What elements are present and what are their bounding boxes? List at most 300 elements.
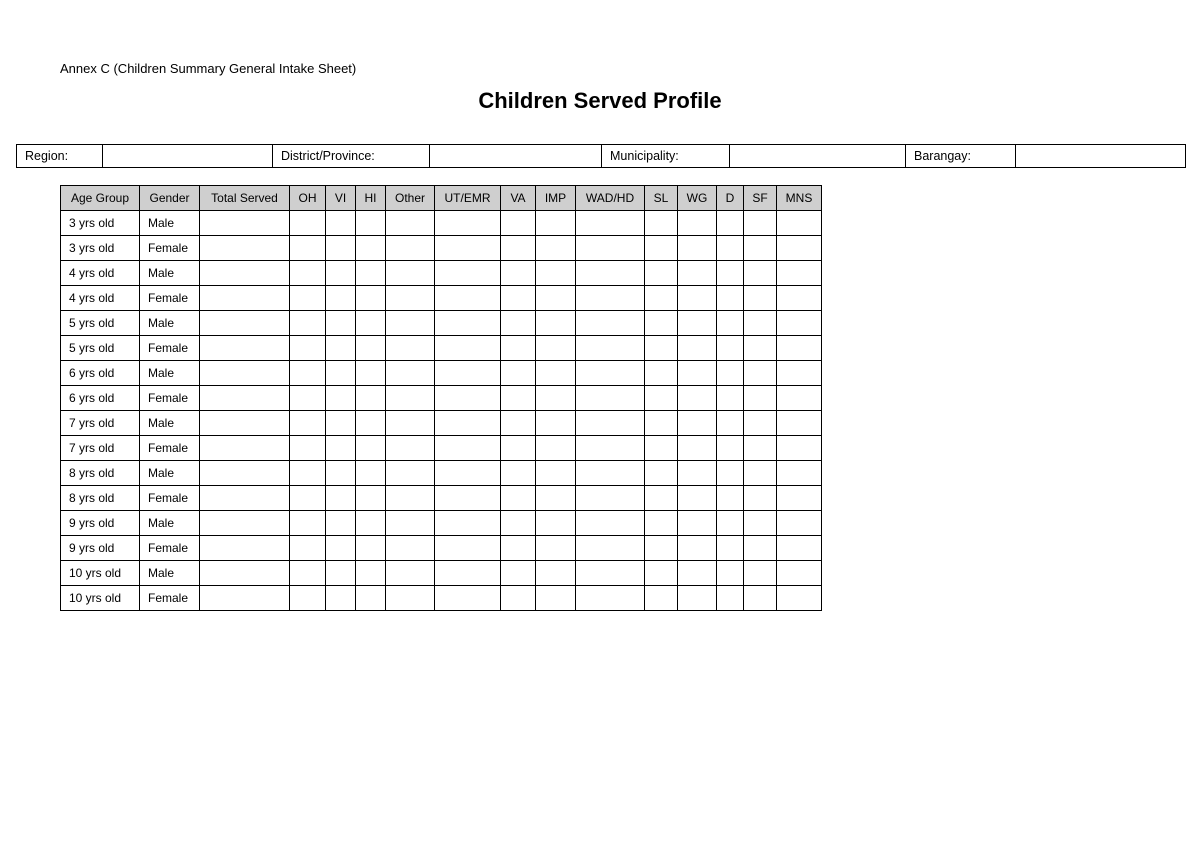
entry-cell[interactable] bbox=[435, 261, 501, 286]
entry-cell[interactable] bbox=[200, 486, 290, 511]
entry-cell[interactable] bbox=[777, 561, 822, 586]
entry-cell[interactable] bbox=[536, 336, 576, 361]
entry-cell[interactable] bbox=[678, 311, 717, 336]
table-row bbox=[61, 211, 822, 236]
entry-cell[interactable] bbox=[290, 411, 326, 436]
entry-cell[interactable] bbox=[536, 436, 576, 461]
entry-cell[interactable] bbox=[200, 586, 290, 611]
entry-cell[interactable] bbox=[717, 511, 744, 536]
entry-cell[interactable] bbox=[777, 261, 822, 286]
entry-cell[interactable] bbox=[356, 536, 386, 561]
gender-cell: Male bbox=[140, 561, 200, 586]
entry-cell[interactable] bbox=[435, 386, 501, 411]
entry-cell[interactable] bbox=[356, 586, 386, 611]
table-row bbox=[61, 561, 822, 586]
entry-cell[interactable] bbox=[326, 461, 356, 486]
entry-cell[interactable] bbox=[290, 311, 326, 336]
entry-cell[interactable] bbox=[645, 486, 678, 511]
entry-cell[interactable] bbox=[326, 436, 356, 461]
entry-cell[interactable] bbox=[356, 361, 386, 386]
gender-cell: Female bbox=[140, 286, 200, 311]
entry-cell[interactable] bbox=[576, 511, 645, 536]
entry-cell[interactable] bbox=[200, 461, 290, 486]
entry-cell[interactable] bbox=[777, 486, 822, 511]
entry-cell[interactable] bbox=[717, 536, 744, 561]
entry-cell[interactable] bbox=[200, 386, 290, 411]
annex-label: Annex C (Children Summary General Intake Sheet) bbox=[60, 61, 357, 76]
entry-cell[interactable] bbox=[717, 436, 744, 461]
entry-cell[interactable] bbox=[435, 586, 501, 611]
age-group-cell: 9 yrs old bbox=[61, 511, 140, 536]
entry-cell[interactable] bbox=[536, 536, 576, 561]
entry-cell[interactable] bbox=[435, 336, 501, 361]
column-header: IMP bbox=[536, 186, 576, 211]
entry-cell[interactable] bbox=[744, 386, 777, 411]
entry-cell[interactable] bbox=[386, 311, 435, 336]
age-group-cell: 7 yrs old bbox=[61, 411, 140, 436]
entry-cell[interactable] bbox=[386, 511, 435, 536]
gender-cell: Female bbox=[140, 236, 200, 261]
entry-cell[interactable] bbox=[777, 386, 822, 411]
table-row bbox=[61, 586, 822, 611]
table-row bbox=[61, 536, 822, 561]
barangay-label: Barangay: bbox=[906, 145, 1016, 168]
entry-cell[interactable] bbox=[386, 536, 435, 561]
entry-cell[interactable] bbox=[777, 236, 822, 261]
entry-cell[interactable] bbox=[290, 361, 326, 386]
table-row bbox=[61, 461, 822, 486]
entry-cell[interactable] bbox=[576, 261, 645, 286]
entry-cell[interactable] bbox=[501, 586, 536, 611]
entry-cell[interactable] bbox=[356, 261, 386, 286]
entry-cell[interactable] bbox=[386, 486, 435, 511]
column-header: SL bbox=[645, 186, 678, 211]
entry-cell[interactable] bbox=[678, 361, 717, 386]
entry-cell[interactable] bbox=[576, 286, 645, 311]
column-header: SF bbox=[744, 186, 777, 211]
entry-cell[interactable] bbox=[200, 561, 290, 586]
entry-cell[interactable] bbox=[717, 461, 744, 486]
entry-cell[interactable] bbox=[501, 311, 536, 336]
table-row bbox=[61, 286, 822, 311]
entry-cell[interactable] bbox=[777, 586, 822, 611]
entry-cell[interactable] bbox=[536, 211, 576, 236]
entry-cell[interactable] bbox=[576, 311, 645, 336]
entry-cell[interactable] bbox=[435, 311, 501, 336]
entry-cell[interactable] bbox=[744, 511, 777, 536]
entry-cell[interactable] bbox=[576, 361, 645, 386]
entry-cell[interactable] bbox=[678, 511, 717, 536]
entry-cell[interactable] bbox=[386, 236, 435, 261]
entry-cell[interactable] bbox=[356, 461, 386, 486]
entry-cell[interactable] bbox=[744, 311, 777, 336]
column-header: WAD/HD bbox=[576, 186, 645, 211]
entry-cell[interactable] bbox=[744, 361, 777, 386]
gender-cell: Male bbox=[140, 311, 200, 336]
entry-cell[interactable] bbox=[326, 361, 356, 386]
table-header-row bbox=[61, 186, 822, 211]
region-label: Region: bbox=[17, 145, 103, 168]
gender-cell: Female bbox=[140, 586, 200, 611]
entry-cell[interactable] bbox=[717, 411, 744, 436]
entry-cell[interactable] bbox=[290, 386, 326, 411]
entry-cell[interactable] bbox=[435, 361, 501, 386]
entry-cell[interactable] bbox=[576, 461, 645, 486]
district-province-label: District/Province: bbox=[273, 145, 430, 168]
table-row bbox=[61, 411, 822, 436]
entry-cell[interactable] bbox=[717, 386, 744, 411]
entry-cell[interactable] bbox=[435, 511, 501, 536]
entry-cell[interactable] bbox=[744, 261, 777, 286]
entry-cell[interactable] bbox=[645, 236, 678, 261]
entry-cell[interactable] bbox=[290, 261, 326, 286]
age-group-cell: 4 yrs old bbox=[61, 261, 140, 286]
column-header: Age Group bbox=[61, 186, 140, 211]
entry-cell[interactable] bbox=[290, 436, 326, 461]
table-row bbox=[61, 386, 822, 411]
gender-cell: Male bbox=[140, 461, 200, 486]
entry-cell[interactable] bbox=[744, 236, 777, 261]
entry-cell[interactable] bbox=[645, 461, 678, 486]
entry-cell[interactable] bbox=[777, 211, 822, 236]
entry-cell[interactable] bbox=[501, 336, 536, 361]
entry-cell[interactable] bbox=[386, 336, 435, 361]
entry-cell[interactable] bbox=[576, 561, 645, 586]
entry-cell[interactable] bbox=[576, 211, 645, 236]
entry-cell[interactable] bbox=[501, 561, 536, 586]
entry-cell[interactable] bbox=[290, 586, 326, 611]
entry-cell[interactable] bbox=[678, 336, 717, 361]
entry-cell[interactable] bbox=[744, 536, 777, 561]
entry-cell[interactable] bbox=[290, 536, 326, 561]
entry-cell[interactable] bbox=[744, 436, 777, 461]
entry-cell[interactable] bbox=[386, 411, 435, 436]
entry-cell[interactable] bbox=[356, 236, 386, 261]
entry-cell[interactable] bbox=[678, 536, 717, 561]
table-row bbox=[61, 311, 822, 336]
entry-cell[interactable] bbox=[536, 511, 576, 536]
entry-cell[interactable] bbox=[744, 336, 777, 361]
entry-cell[interactable] bbox=[678, 461, 717, 486]
entry-cell[interactable] bbox=[386, 261, 435, 286]
entry-cell[interactable] bbox=[678, 211, 717, 236]
table-body bbox=[61, 211, 822, 611]
entry-cell[interactable] bbox=[645, 286, 678, 311]
entry-cell[interactable] bbox=[200, 361, 290, 386]
entry-cell[interactable] bbox=[326, 511, 356, 536]
entry-cell[interactable] bbox=[645, 386, 678, 411]
age-group-cell: 5 yrs old bbox=[61, 336, 140, 361]
entry-cell[interactable] bbox=[501, 511, 536, 536]
entry-cell[interactable] bbox=[777, 411, 822, 436]
entry-cell[interactable] bbox=[435, 236, 501, 261]
entry-cell[interactable] bbox=[326, 586, 356, 611]
entry-cell[interactable] bbox=[435, 211, 501, 236]
page-title: Children Served Profile bbox=[478, 88, 722, 113]
entry-cell[interactable] bbox=[717, 361, 744, 386]
entry-cell[interactable] bbox=[777, 286, 822, 311]
entry-cell[interactable] bbox=[536, 386, 576, 411]
entry-cell[interactable] bbox=[501, 536, 536, 561]
entry-cell[interactable] bbox=[200, 261, 290, 286]
entry-cell[interactable] bbox=[435, 286, 501, 311]
table-row bbox=[61, 261, 822, 286]
entry-cell[interactable] bbox=[777, 436, 822, 461]
entry-cell[interactable] bbox=[435, 536, 501, 561]
entry-cell[interactable] bbox=[356, 486, 386, 511]
entry-cell[interactable] bbox=[777, 461, 822, 486]
table-row bbox=[61, 361, 822, 386]
age-group-cell: 4 yrs old bbox=[61, 286, 140, 311]
column-header: Other bbox=[386, 186, 435, 211]
entry-cell[interactable] bbox=[576, 236, 645, 261]
entry-cell[interactable] bbox=[200, 211, 290, 236]
entry-cell[interactable] bbox=[326, 286, 356, 311]
entry-cell[interactable] bbox=[645, 536, 678, 561]
entry-cell[interactable] bbox=[326, 236, 356, 261]
entry-cell[interactable] bbox=[386, 386, 435, 411]
column-header: VA bbox=[501, 186, 536, 211]
age-group-cell: 6 yrs old bbox=[61, 386, 140, 411]
entry-cell[interactable] bbox=[645, 586, 678, 611]
region-field[interactable] bbox=[103, 145, 273, 168]
municipality-label: Municipality: bbox=[602, 145, 730, 168]
entry-cell[interactable] bbox=[290, 211, 326, 236]
entry-cell[interactable] bbox=[744, 486, 777, 511]
entry-cell[interactable] bbox=[717, 261, 744, 286]
column-header: Gender bbox=[140, 186, 200, 211]
table-row bbox=[61, 336, 822, 361]
entry-cell[interactable] bbox=[501, 211, 536, 236]
entry-cell[interactable] bbox=[290, 286, 326, 311]
entry-cell[interactable] bbox=[536, 411, 576, 436]
entry-cell[interactable] bbox=[200, 236, 290, 261]
entry-cell[interactable] bbox=[356, 511, 386, 536]
entry-cell[interactable] bbox=[717, 211, 744, 236]
entry-cell[interactable] bbox=[744, 586, 777, 611]
entry-cell[interactable] bbox=[645, 336, 678, 361]
entry-cell[interactable] bbox=[717, 336, 744, 361]
entry-cell[interactable] bbox=[200, 536, 290, 561]
entry-cell[interactable] bbox=[645, 361, 678, 386]
age-group-cell: 6 yrs old bbox=[61, 361, 140, 386]
entry-cell[interactable] bbox=[200, 511, 290, 536]
entry-cell[interactable] bbox=[576, 411, 645, 436]
entry-cell[interactable] bbox=[717, 286, 744, 311]
entry-cell[interactable] bbox=[717, 586, 744, 611]
entry-cell[interactable] bbox=[678, 386, 717, 411]
entry-cell[interactable] bbox=[386, 561, 435, 586]
table-row bbox=[61, 486, 822, 511]
gender-cell: Female bbox=[140, 436, 200, 461]
age-group-cell: 7 yrs old bbox=[61, 436, 140, 461]
entry-cell[interactable] bbox=[200, 411, 290, 436]
entry-cell[interactable] bbox=[678, 236, 717, 261]
column-header: HI bbox=[356, 186, 386, 211]
age-group-cell: 5 yrs old bbox=[61, 311, 140, 336]
entry-cell[interactable] bbox=[777, 361, 822, 386]
age-group-cell: 8 yrs old bbox=[61, 486, 140, 511]
table-row bbox=[61, 436, 822, 461]
entry-cell[interactable] bbox=[326, 536, 356, 561]
entry-cell[interactable] bbox=[576, 536, 645, 561]
entry-cell[interactable] bbox=[326, 336, 356, 361]
entry-cell[interactable] bbox=[645, 261, 678, 286]
entry-cell[interactable] bbox=[717, 311, 744, 336]
entry-cell[interactable] bbox=[200, 311, 290, 336]
entry-cell[interactable] bbox=[536, 236, 576, 261]
column-header: WG bbox=[678, 186, 717, 211]
column-header: UT/EMR bbox=[435, 186, 501, 211]
entry-cell[interactable] bbox=[678, 261, 717, 286]
entry-cell[interactable] bbox=[326, 311, 356, 336]
entry-cell[interactable] bbox=[290, 336, 326, 361]
entry-cell[interactable] bbox=[744, 461, 777, 486]
age-group-cell: 8 yrs old bbox=[61, 461, 140, 486]
entry-cell[interactable] bbox=[744, 286, 777, 311]
entry-cell[interactable] bbox=[386, 586, 435, 611]
entry-cell[interactable] bbox=[290, 561, 326, 586]
municipality-field[interactable] bbox=[730, 145, 906, 168]
entry-cell[interactable] bbox=[326, 261, 356, 286]
gender-cell: Female bbox=[140, 386, 200, 411]
entry-cell[interactable] bbox=[356, 336, 386, 361]
entry-cell[interactable] bbox=[356, 411, 386, 436]
entry-cell[interactable] bbox=[678, 411, 717, 436]
entry-cell[interactable] bbox=[744, 211, 777, 236]
entry-cell[interactable] bbox=[200, 286, 290, 311]
entry-cell[interactable] bbox=[386, 211, 435, 236]
entry-cell[interactable] bbox=[326, 486, 356, 511]
barangay-field[interactable] bbox=[1016, 145, 1186, 168]
entry-cell[interactable] bbox=[386, 361, 435, 386]
entry-cell[interactable] bbox=[678, 586, 717, 611]
entry-cell[interactable] bbox=[501, 411, 536, 436]
entry-cell[interactable] bbox=[356, 211, 386, 236]
entry-cell[interactable] bbox=[501, 436, 536, 461]
entry-cell[interactable] bbox=[435, 561, 501, 586]
entry-cell[interactable] bbox=[717, 486, 744, 511]
entry-cell[interactable] bbox=[501, 261, 536, 286]
gender-cell: Male bbox=[140, 211, 200, 236]
entry-cell[interactable] bbox=[356, 561, 386, 586]
entry-cell[interactable] bbox=[501, 236, 536, 261]
age-group-cell: 3 yrs old bbox=[61, 236, 140, 261]
entry-cell[interactable] bbox=[645, 211, 678, 236]
entry-cell[interactable] bbox=[678, 436, 717, 461]
entry-cell[interactable] bbox=[290, 236, 326, 261]
entry-cell[interactable] bbox=[501, 486, 536, 511]
column-header: MNS bbox=[777, 186, 822, 211]
column-header: Total Served bbox=[200, 186, 290, 211]
entry-cell[interactable] bbox=[356, 386, 386, 411]
entry-cell[interactable] bbox=[645, 311, 678, 336]
entry-cell[interactable] bbox=[678, 286, 717, 311]
entry-cell[interactable] bbox=[501, 286, 536, 311]
entry-cell[interactable] bbox=[501, 386, 536, 411]
entry-cell[interactable] bbox=[645, 436, 678, 461]
entry-cell[interactable] bbox=[386, 461, 435, 486]
entry-cell[interactable] bbox=[501, 361, 536, 386]
entry-cell[interactable] bbox=[290, 461, 326, 486]
entry-cell[interactable] bbox=[501, 461, 536, 486]
table-row bbox=[61, 511, 822, 536]
location-fields-table bbox=[16, 144, 1186, 168]
entry-cell[interactable] bbox=[777, 336, 822, 361]
column-header: VI bbox=[326, 186, 356, 211]
entry-cell[interactable] bbox=[777, 511, 822, 536]
entry-cell[interactable] bbox=[290, 511, 326, 536]
entry-cell[interactable] bbox=[386, 286, 435, 311]
entry-cell[interactable] bbox=[536, 286, 576, 311]
entry-cell[interactable] bbox=[645, 511, 678, 536]
entry-cell[interactable] bbox=[200, 336, 290, 361]
entry-cell[interactable] bbox=[576, 586, 645, 611]
entry-cell[interactable] bbox=[777, 536, 822, 561]
entry-cell[interactable] bbox=[536, 561, 576, 586]
entry-cell[interactable] bbox=[744, 561, 777, 586]
gender-cell: Female bbox=[140, 536, 200, 561]
entry-cell[interactable] bbox=[326, 386, 356, 411]
entry-cell[interactable] bbox=[326, 561, 356, 586]
entry-cell[interactable] bbox=[645, 561, 678, 586]
entry-cell[interactable] bbox=[435, 436, 501, 461]
gender-cell: Female bbox=[140, 486, 200, 511]
gender-cell: Male bbox=[140, 511, 200, 536]
district-province-field[interactable] bbox=[430, 145, 602, 168]
entry-cell[interactable] bbox=[326, 211, 356, 236]
entry-cell[interactable] bbox=[356, 436, 386, 461]
entry-cell[interactable] bbox=[536, 361, 576, 386]
entry-cell[interactable] bbox=[356, 311, 386, 336]
entry-cell[interactable] bbox=[576, 336, 645, 361]
entry-cell[interactable] bbox=[536, 486, 576, 511]
entry-cell[interactable] bbox=[536, 461, 576, 486]
entry-cell[interactable] bbox=[576, 436, 645, 461]
column-header: OH bbox=[290, 186, 326, 211]
entry-cell[interactable] bbox=[777, 311, 822, 336]
children-served-table bbox=[60, 185, 822, 611]
entry-cell[interactable] bbox=[536, 311, 576, 336]
column-header: D bbox=[717, 186, 744, 211]
age-group-cell: 10 yrs old bbox=[61, 561, 140, 586]
entry-cell[interactable] bbox=[435, 486, 501, 511]
entry-cell[interactable] bbox=[536, 586, 576, 611]
entry-cell[interactable] bbox=[678, 486, 717, 511]
entry-cell[interactable] bbox=[290, 486, 326, 511]
entry-cell[interactable] bbox=[536, 261, 576, 286]
gender-cell: Male bbox=[140, 361, 200, 386]
entry-cell[interactable] bbox=[200, 436, 290, 461]
entry-cell[interactable] bbox=[744, 411, 777, 436]
age-group-cell: 9 yrs old bbox=[61, 536, 140, 561]
entry-cell[interactable] bbox=[356, 286, 386, 311]
entry-cell[interactable] bbox=[576, 486, 645, 511]
entry-cell[interactable] bbox=[576, 386, 645, 411]
entry-cell[interactable] bbox=[645, 411, 678, 436]
entry-cell[interactable] bbox=[717, 561, 744, 586]
gender-cell: Male bbox=[140, 261, 200, 286]
age-group-cell: 3 yrs old bbox=[61, 211, 140, 236]
entry-cell[interactable] bbox=[435, 411, 501, 436]
entry-cell[interactable] bbox=[717, 236, 744, 261]
entry-cell[interactable] bbox=[435, 461, 501, 486]
entry-cell[interactable] bbox=[678, 561, 717, 586]
entry-cell[interactable] bbox=[326, 411, 356, 436]
table-row bbox=[61, 236, 822, 261]
entry-cell[interactable] bbox=[386, 436, 435, 461]
gender-cell: Female bbox=[140, 336, 200, 361]
